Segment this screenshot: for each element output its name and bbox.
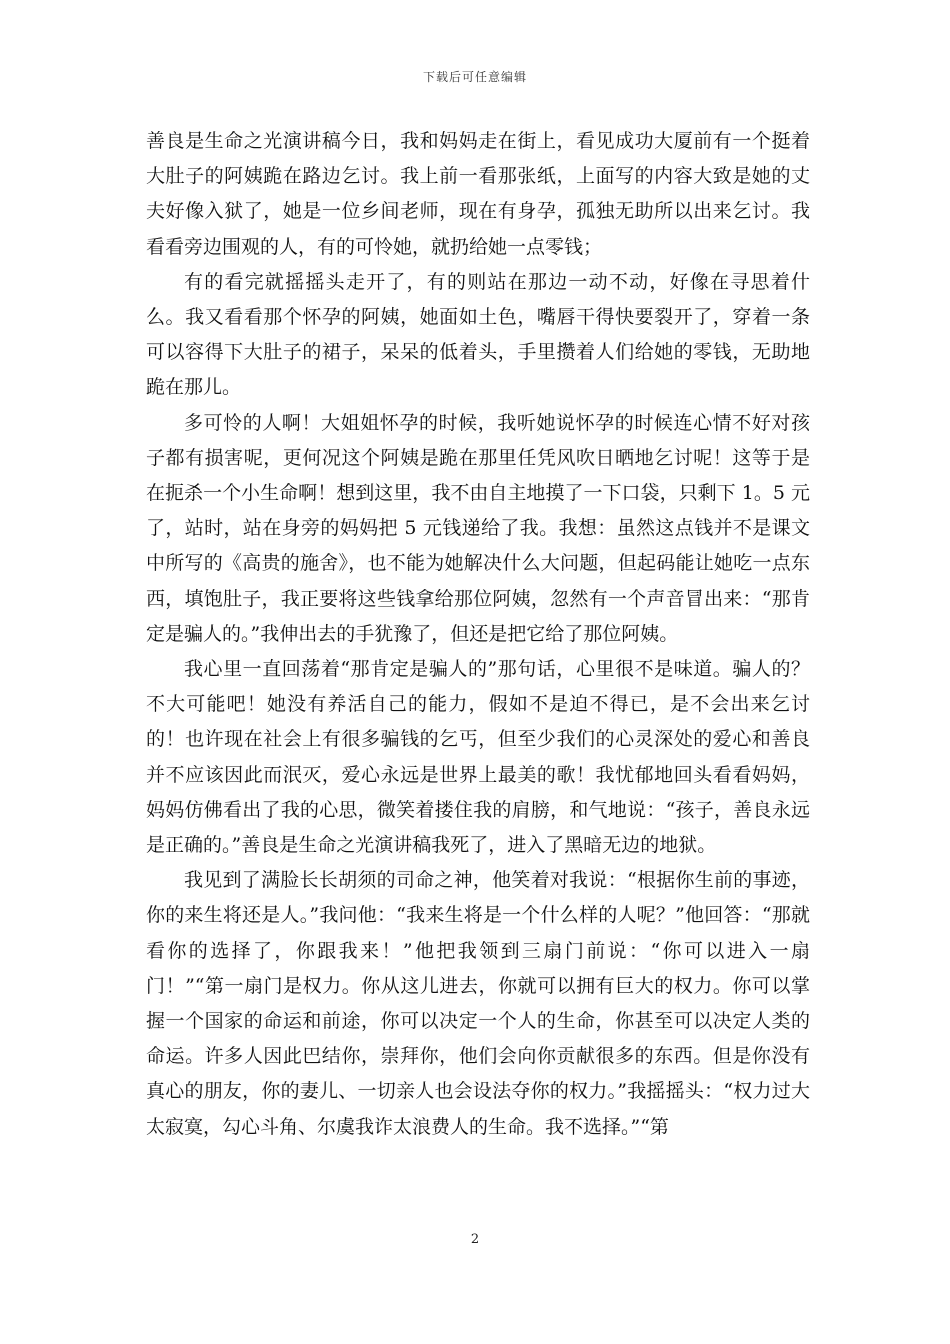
paragraph-3: 多可怜的人啊！大姐姐怀孕的时候，我听她说怀孕的时候连心情不好对孩子都有损害呢，更何况这个阿姨是跪在那里任凭风吹日晒地乞讨呢！这等于是在扼杀一个小生命啊！想到这里，我不由自主地摸了一下口袋，只剩下 1。5 元了，站时，站在身旁的妈妈把 5 元钱递给了我。我想：虽然这点钱并不是课文中所写的《高贵的施舍》，也不能为她解决什么大问题，但起码能让她吃一点东西，填饱肚子，我正要将这些钱拿给那位阿姨，忽然有一个声音冒出来：“那肯定是骗人的。”我伸出去的手犹豫了，但还是把它给了那位阿姨。	[146, 411, 810, 645]
page-header: 下载后可任意编辑	[422, 70, 527, 84]
paragraph-5: 我见到了满脸长长胡须的司命之神，他笑着对我说：“根据你生前的事迹，你的来生将还是人。”我问他：“我来生将是一个什么样的人呢？”他回答：“那就看你的选择了，你跟我来！”他把我领到三扇门前说：“你可以进入一扇门！”“第一扇门是权力。你从这儿进去，你就可以拥有巨大的权力。你可以掌握一个国家的命运和前途，你可以决定一个人的生命，你甚至可以决定人类的命运。许多人因此巴结你，崇拜你，他们会向你贡献很多的东西。但是你没有真心的朋友，你的妻儿、一切亲人也会设法夺你的权力。”我摇摇头：“权力过大太寂寞，勾心斗角、尔虞我诈太浪费人的生命。我不选择。”“第	[146, 869, 810, 1138]
paragraph-4: 我心里一直回荡着“那肯定是骗人的”那句话，心里很不是味道。骗人的？不大可能吧！她没有养活自己的能力，假如不是迫不得已，是不会出来乞讨的！也许现在社会上有很多骗钱的乞丐，但至少我们的心灵深处的爱心和善良并不应该因此而泯灭，爱心永远是世界上最美的歌！我忧郁地回头看看妈妈，妈妈仿佛看出了我的心思，微笑着搂住我的肩膀，和气地说：“孩子，善良永远是正确的。”善良是生命之光演讲稿我死了，进入了黑暗无边的地狱。	[146, 658, 810, 857]
paragraph-2: 有的看完就摇摇头走开了，有的则站在那边一动不动，好像在寻思着什么。我又看看那个怀孕的阿姨，她面如土色，嘴唇干得快要裂开了，穿着一条可以容得下大肚子的裙子，呆呆的低着头，手里攒着人们给她的零钱，无助地跪在那儿。	[146, 270, 810, 399]
page-number: 2	[470, 1232, 480, 1247]
paragraph-1: 善良是生命之光演讲稿今日，我和妈妈走在街上，看见成功大厦前有一个挺着大肚子的阿姨跪在路边乞讨。我上前一看那张纸，上面写的内容大致是她的丈夫好像入狱了，她是一位乡间老师，现在有身孕，孤独无助所以出来乞讨。我看看旁边围观的人，有的可怜她，就扔给她一点零钱；	[146, 130, 810, 258]
body-text	[146, 124, 810, 1145]
